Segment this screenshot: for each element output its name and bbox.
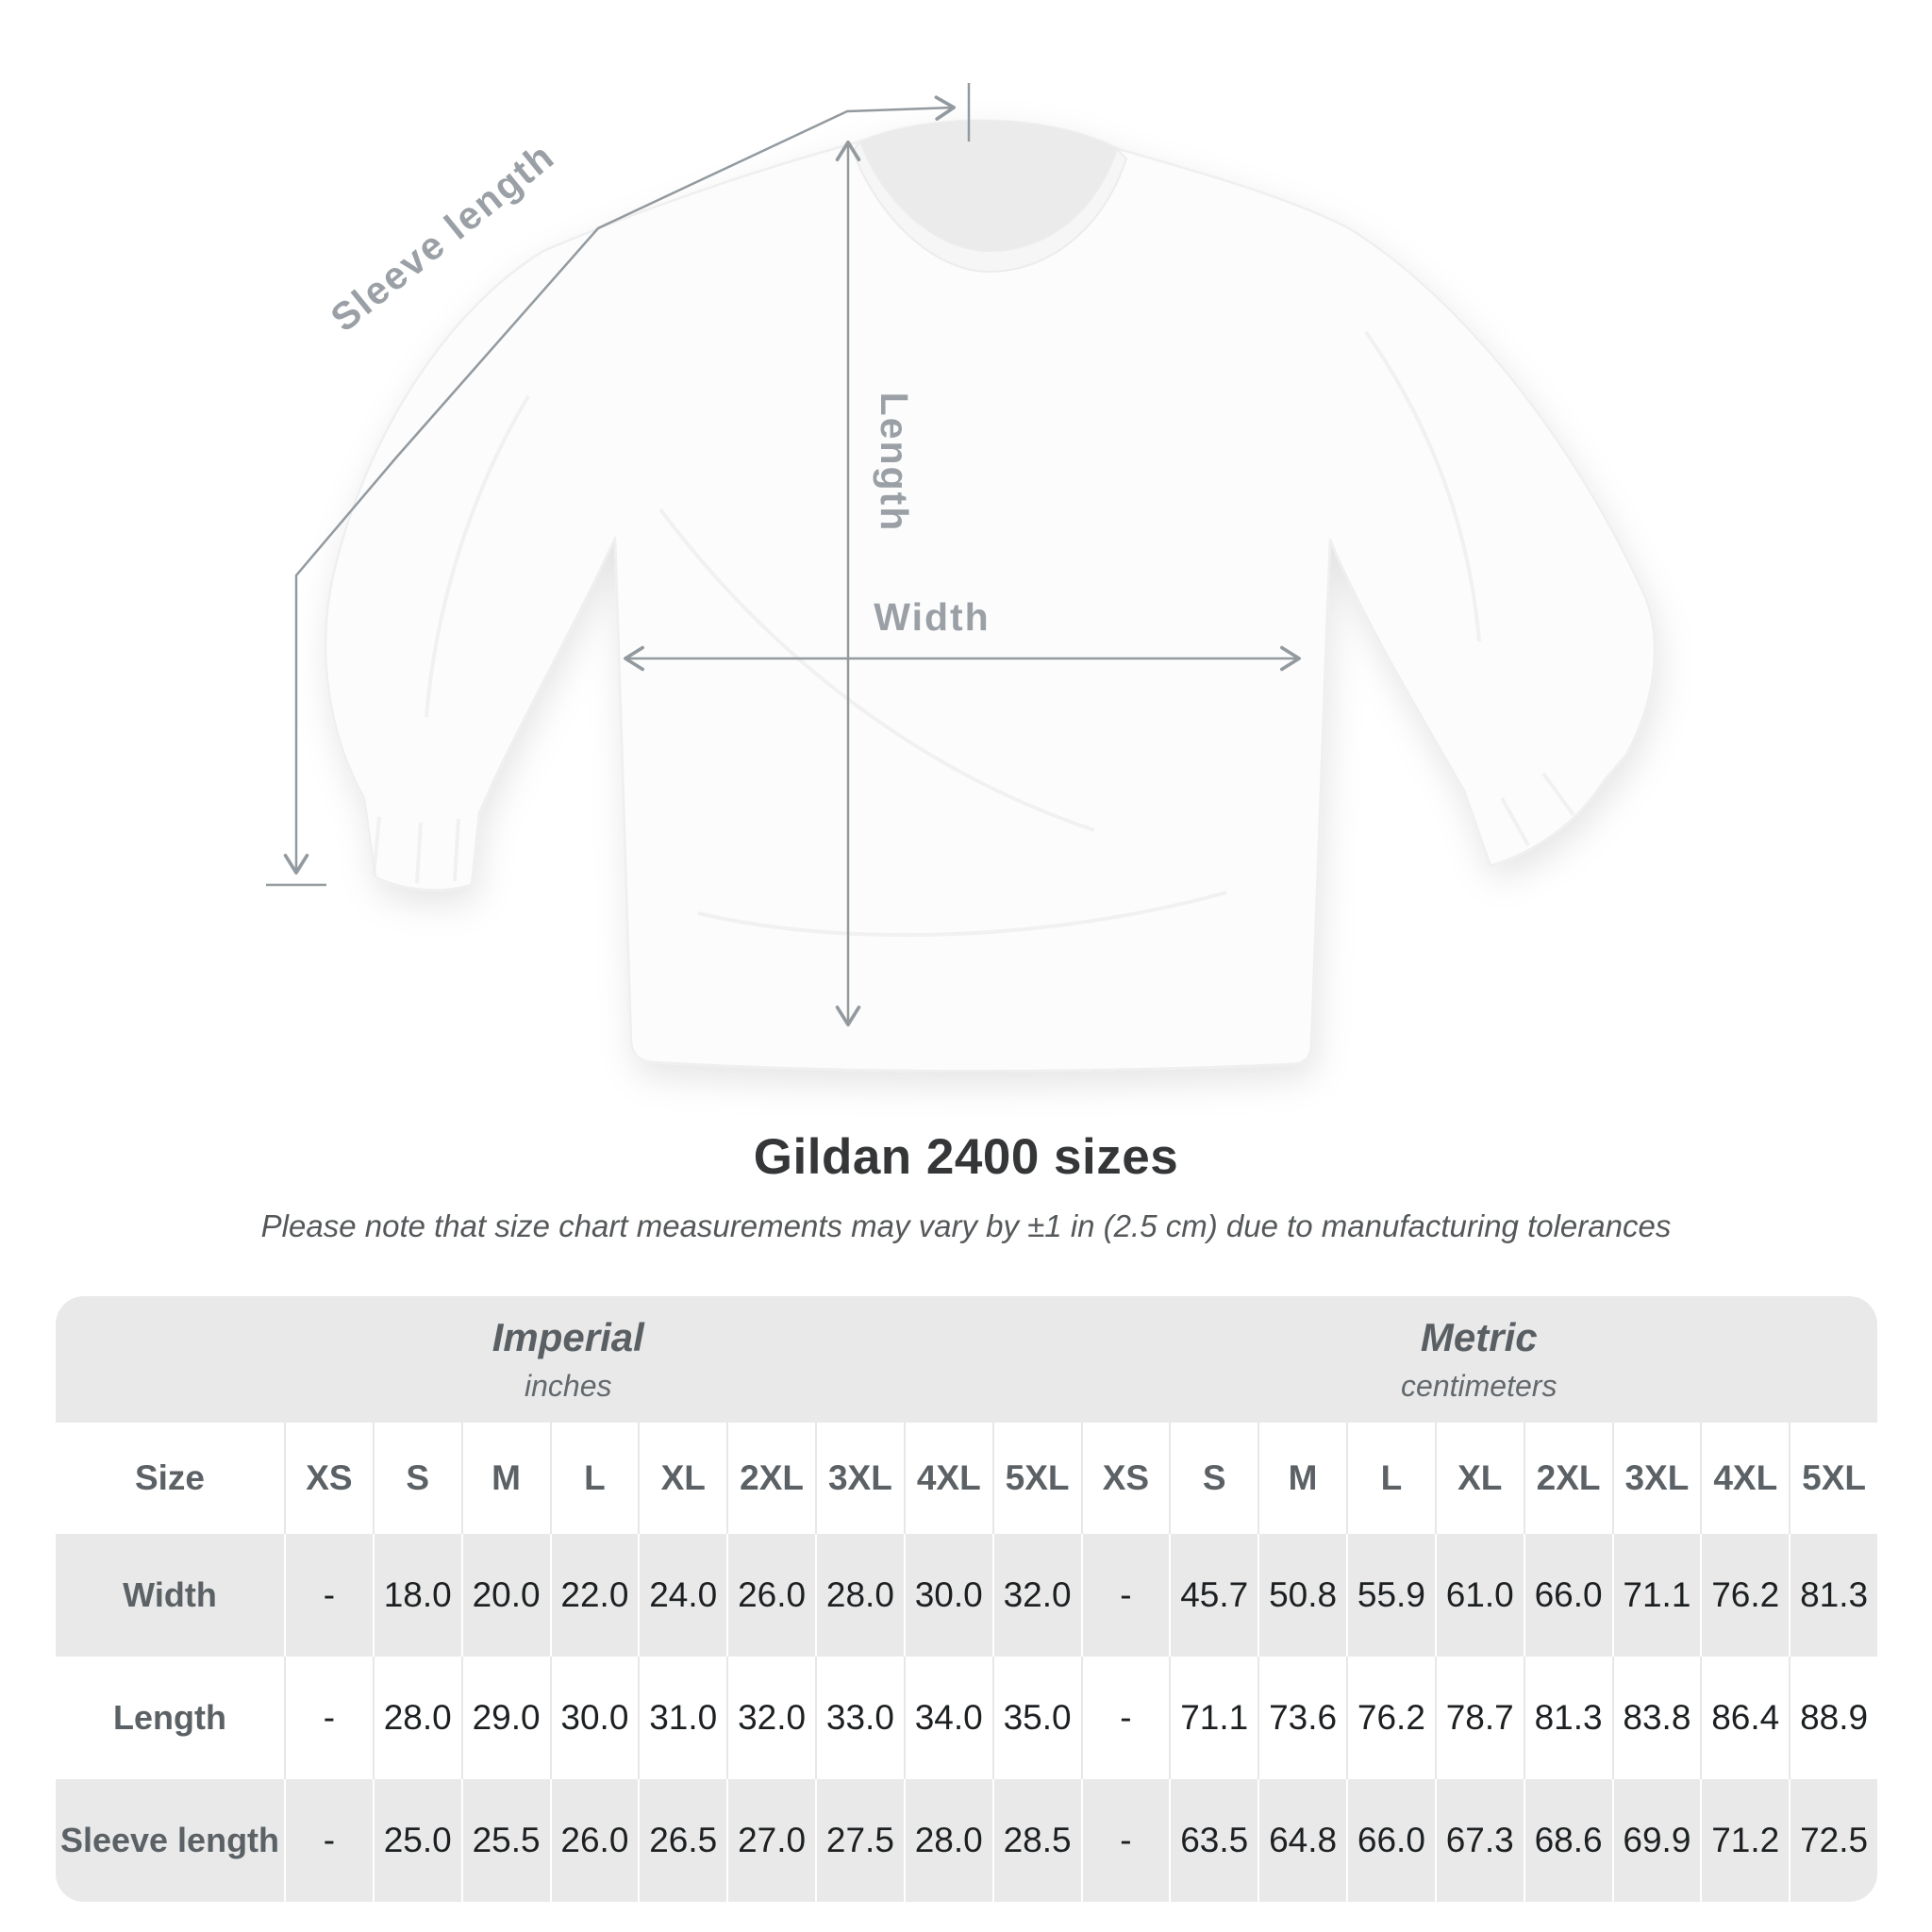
value-cell: 81.3 — [1524, 1657, 1612, 1779]
value-cell: 71.1 — [1612, 1534, 1701, 1657]
value-cell: 24.0 — [638, 1534, 726, 1657]
sleeve-length-label: Sleeve length — [322, 133, 563, 341]
value-cell: 28.0 — [815, 1534, 904, 1657]
value-cell: 88.9 — [1789, 1657, 1877, 1779]
value-cell: - — [1081, 1534, 1170, 1657]
col-header-cell: 4XL — [904, 1423, 992, 1534]
value-cell: 72.5 — [1789, 1779, 1877, 1902]
value-cell: 63.5 — [1169, 1779, 1257, 1902]
value-cell: 28.0 — [904, 1779, 992, 1902]
value-cell: 64.8 — [1257, 1779, 1346, 1902]
width-label: Width — [874, 595, 991, 639]
value-cell: 26.0 — [550, 1779, 639, 1902]
value-cell: 27.5 — [815, 1779, 904, 1902]
value-cell: - — [284, 1779, 373, 1902]
page-title: Gildan 2400 sizes — [753, 1129, 1179, 1185]
value-cell: 61.0 — [1435, 1534, 1524, 1657]
row-label: Length — [113, 1698, 226, 1737]
metric-unit: centimeters — [1401, 1369, 1557, 1403]
col-header-cell: 5XL — [992, 1423, 1081, 1534]
value-cell: 28.5 — [992, 1779, 1081, 1902]
value-cell: 20.0 — [461, 1534, 550, 1657]
value-cell: 81.3 — [1789, 1534, 1877, 1657]
imperial-label: Imperial — [491, 1315, 644, 1359]
size-note: Please note that size chart measurements may vary by ±1 in (2.5 cm) due to manufacturing tolerances — [260, 1208, 1672, 1243]
value-cell: 68.6 — [1524, 1779, 1612, 1902]
value-cell: 32.0 — [992, 1534, 1081, 1657]
col-header-cell: S — [1169, 1423, 1257, 1534]
col-header-cell: 3XL — [1612, 1423, 1701, 1534]
value-cell: 69.9 — [1612, 1779, 1701, 1902]
col-header-cell: 4XL — [1700, 1423, 1789, 1534]
value-cell: - — [284, 1657, 373, 1779]
metric-label: Metric — [1420, 1315, 1538, 1359]
value-cell: 27.0 — [726, 1779, 815, 1902]
value-cell: 45.7 — [1169, 1534, 1257, 1657]
value-cell: 71.1 — [1169, 1657, 1257, 1779]
value-cell: 73.6 — [1257, 1657, 1346, 1779]
row-label: Width — [123, 1575, 217, 1614]
value-cell: 26.0 — [726, 1534, 815, 1657]
value-cell: 55.9 — [1346, 1534, 1435, 1657]
col-header-cell: XL — [638, 1423, 726, 1534]
value-cell: 28.0 — [373, 1657, 461, 1779]
value-cell: 66.0 — [1346, 1779, 1435, 1902]
table-row-length — [56, 1657, 1877, 1779]
table-row-width — [56, 1534, 1877, 1657]
value-cell: 67.3 — [1435, 1779, 1524, 1902]
col-header-cell: M — [1257, 1423, 1346, 1534]
size-table — [56, 1296, 1877, 1902]
value-cell: 22.0 — [550, 1534, 639, 1657]
value-cell: 31.0 — [638, 1657, 726, 1779]
table-row-sleeve-length — [56, 1779, 1877, 1902]
col-header-cell: M — [461, 1423, 550, 1534]
col-header-cell: 5XL — [1789, 1423, 1877, 1534]
col-header-cell: 2XL — [1524, 1423, 1612, 1534]
col-header-cell: XS — [284, 1423, 373, 1534]
value-cell: 30.0 — [550, 1657, 639, 1779]
col-header-cell: 2XL — [726, 1423, 815, 1534]
value-cell: - — [1081, 1657, 1170, 1779]
metric-band — [1081, 1296, 1878, 1423]
value-cell: 50.8 — [1257, 1534, 1346, 1657]
size-header: Size — [134, 1458, 206, 1497]
col-header-cell: L — [1346, 1423, 1435, 1534]
col-header-cell: 3XL — [815, 1423, 904, 1534]
value-cell: 66.0 — [1524, 1534, 1612, 1657]
col-header-cell: XS — [1081, 1423, 1170, 1534]
col-header-cell: L — [550, 1423, 639, 1534]
value-cell: 26.5 — [638, 1779, 726, 1902]
value-cell: 76.2 — [1346, 1657, 1435, 1779]
value-cell: 30.0 — [904, 1534, 992, 1657]
value-cell: 78.7 — [1435, 1657, 1524, 1779]
heading-block — [0, 1128, 1932, 1244]
value-cell: 35.0 — [992, 1657, 1081, 1779]
row-label: Sleeve length — [59, 1821, 280, 1859]
value-cell: 34.0 — [904, 1657, 992, 1779]
value-cell: 32.0 — [726, 1657, 815, 1779]
value-cell: 76.2 — [1700, 1534, 1789, 1657]
length-label: Length — [873, 391, 916, 533]
imperial-unit: inches — [525, 1369, 612, 1403]
imperial-band — [56, 1296, 1081, 1423]
value-cell: - — [1081, 1779, 1170, 1902]
value-cell: 33.0 — [815, 1657, 904, 1779]
value-cell: 25.0 — [373, 1779, 461, 1902]
column-header-row — [56, 1423, 1877, 1534]
value-cell: 29.0 — [461, 1657, 550, 1779]
value-cell: 86.4 — [1700, 1657, 1789, 1779]
unit-band — [56, 1296, 1877, 1423]
value-cell: 83.8 — [1612, 1657, 1701, 1779]
value-cell: 71.2 — [1700, 1779, 1789, 1902]
value-cell: - — [284, 1534, 373, 1657]
value-cell: 25.5 — [461, 1779, 550, 1902]
col-header-cell: XL — [1435, 1423, 1524, 1534]
value-cell: 18.0 — [373, 1534, 461, 1657]
col-header-cell: S — [373, 1423, 461, 1534]
